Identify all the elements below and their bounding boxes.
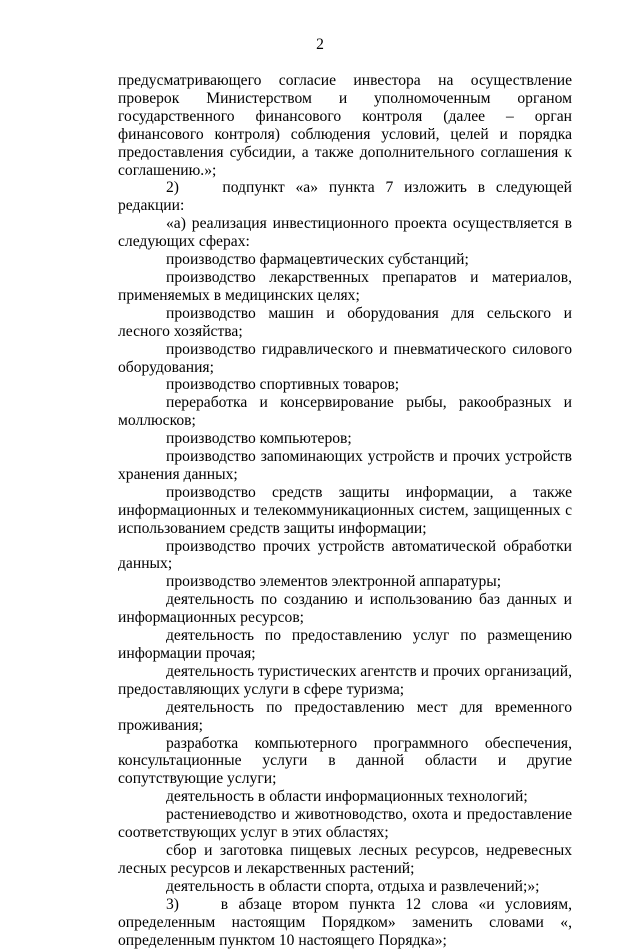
list-item: производство фармацевтических субстанций; [166,251,469,269]
list-item: производство прочих устройств автоматической обработки данных; [118,537,572,573]
list-item: деятельность по предоставлению услуг по размещению информации прочая; [118,627,572,662]
list-item: производство элементов электронной аппаратуры; [166,573,502,591]
list-item: производство лекарственных препаратов и материалов, применяемых в медицинских целях; [118,268,572,304]
list-item: производство гидравлического и пневматического силового оборудования; [118,340,572,376]
list-item: деятельность туристических агентств и прочих организаций, предоставляющих услуги в сфере туризма; [118,662,572,698]
list-item: деятельность по предоставлению мест для временного проживания; [118,698,572,734]
list-item: производство машин и оборудования для сельского и лесного хозяйства; [118,304,572,340]
list-item: деятельность в области спорта, отдыха и развлечений;»; [166,877,540,895]
document-body [118,72,572,949]
paragraph-item-2: 2) подпункт «а» пункта 7 изложить в следующей редакции: [118,179,572,215]
list-item: переработка и консервирование рыбы, ракообразных и моллюсков; [118,394,572,430]
list-item: производство компьютеров; [166,430,352,448]
list-item: производство средств защиты информации, а также информационных и телекоммуникационных систем, защищенных с использованием средств защиты информации; [118,483,572,537]
list-item: сбор и заготовка пищевых лесных ресурсов, недревесных лесных ресурсов и лекарственных растений; [118,841,572,877]
list-item: растениеводство и животноводство, охота и предоставление соответствующих услуг в этих областях; [118,806,572,842]
list-item: деятельность в области информационных технологий; [166,788,528,806]
paragraph-continuation: предусматривающего согласие инвестора на осуществление проверок Министерством и уполномоченным органом государственного финансового контроля (далее – орган финансового контроля) соблюдения условий, целей и порядка предоставления субсидии, а также дополнительного соглашения к соглашению.»; [118,72,572,179]
paragraph-item-3: 3) в абзаце втором пункта 12 слова «и условиям, определенным настоящим Порядком» заменить словами «, определенным пунктом 10 настоящего Порядка»; [118,895,572,949]
list-item: производство запоминающих устройств и прочих устройств хранения данных; [118,448,572,483]
paragraph-subitem-a: «а) реализация инвестиционного проекта осуществляется в следующих сферах: [118,215,572,251]
page-number: 2 [316,36,324,53]
list-item: производство спортивных товаров; [166,376,400,394]
list-item: разработка компьютерного программного обеспечения, консультационные услуги в данной области и другие сопутствующие услуги; [118,734,572,788]
list-item: деятельность по созданию и использованию баз данных и информационных ресурсов; [118,591,572,627]
